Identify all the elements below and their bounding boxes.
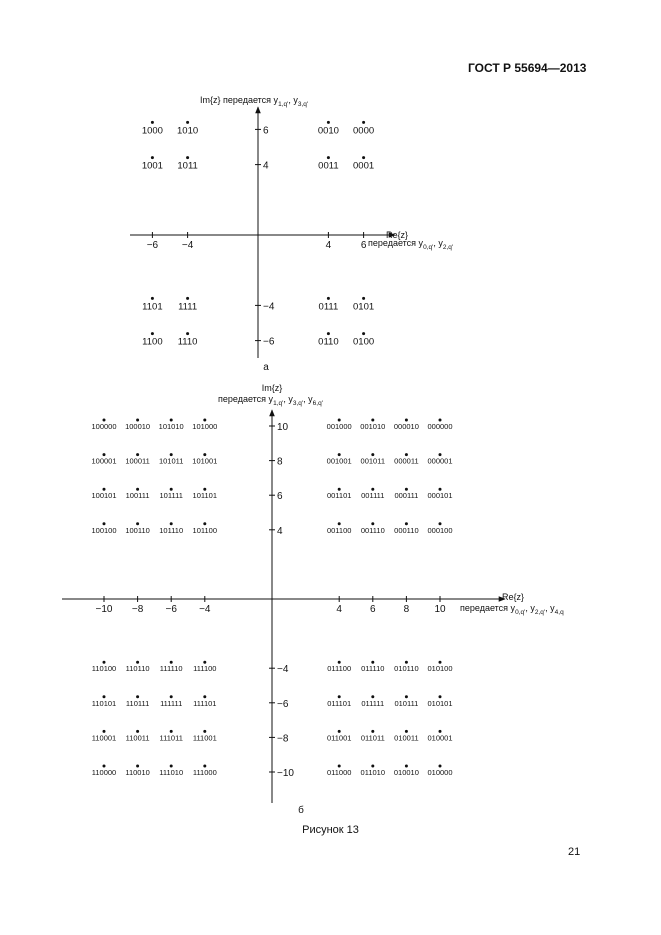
point-label: 0001 <box>353 160 375 172</box>
x-axis-label-title: Re{z} <box>386 230 409 240</box>
point-label: 100010 <box>125 422 151 431</box>
point-label: 001010 <box>360 422 386 431</box>
point-label: 100101 <box>91 491 117 501</box>
constellation-16qam <box>130 95 453 373</box>
y-tick-label: −10 <box>277 768 294 779</box>
point-label: 000010 <box>393 422 419 431</box>
point-label: 0000 <box>353 125 375 137</box>
x-axis-label-title: Re{z} <box>502 592 525 602</box>
point-label: 1001 <box>141 160 163 172</box>
y-tick-label: −4 <box>263 301 275 313</box>
point-label: 100100 <box>91 525 117 535</box>
x-tick-label: −10 <box>95 604 113 615</box>
point-label: 1111 <box>178 301 198 313</box>
point-label: 1101 <box>142 301 163 313</box>
point-label: 111101 <box>193 698 217 708</box>
x-tick-label: −4 <box>199 604 211 615</box>
figure-caption: Рисунок 13 <box>302 824 359 836</box>
point-label: 011000 <box>326 768 352 777</box>
y-tick-label: 6 <box>263 125 269 137</box>
constellation-point <box>362 332 365 335</box>
point-label: 000101 <box>427 491 453 501</box>
point-label: 0010 <box>317 125 339 137</box>
point-label: 000110 <box>394 525 419 535</box>
point-label: 111000 <box>192 768 217 777</box>
x-tick-label: −4 <box>181 240 194 251</box>
point-label: 110111 <box>125 698 150 708</box>
constellation-point <box>186 297 189 300</box>
point-label: 011010 <box>360 768 386 777</box>
point-label: 010111 <box>394 698 419 708</box>
point-label: 1000 <box>141 125 163 137</box>
y-tick-label: 8 <box>277 456 283 468</box>
point-label: 0101 <box>353 301 375 313</box>
y-axis-label: передается $y_{1,q'}$, $y_{3,q'}$, $y_{6,q'}$ <box>218 394 323 407</box>
point-label: 010000 <box>427 768 453 777</box>
point-label: 011100 <box>327 664 352 674</box>
point-label: 101001 <box>192 456 218 466</box>
point-label: 101111 <box>159 491 183 501</box>
point-label: 010010 <box>393 768 419 777</box>
y-axis-label-title: Im{z} <box>261 383 283 393</box>
point-label: 001101 <box>326 491 352 501</box>
point-label: 010011 <box>394 733 419 743</box>
point-label: 101000 <box>192 422 218 431</box>
point-label: 101101 <box>192 491 218 501</box>
panel-label: б <box>298 805 304 816</box>
constellation-point <box>362 297 365 300</box>
point-label: 001011 <box>360 456 386 466</box>
y-axis-label: Im{z} передается $y_{1,q'}$, $y_{3,q'}$ <box>200 95 309 108</box>
y-tick-label: 4 <box>277 525 283 537</box>
x-tick-label: 4 <box>325 240 332 251</box>
x-tick-label: 6 <box>370 604 376 615</box>
x-tick-label: 4 <box>336 604 342 615</box>
point-label: 010100 <box>427 664 453 674</box>
point-label: 100000 <box>91 422 117 431</box>
constellation-point <box>327 297 330 300</box>
point-label: 100110 <box>125 525 150 535</box>
y-tick-label: 6 <box>277 491 283 503</box>
constellation-point <box>151 121 154 124</box>
point-label: 0100 <box>353 336 375 348</box>
point-label: 1010 <box>177 125 199 137</box>
x-tick-label: −6 <box>146 240 159 251</box>
constellation-point <box>151 297 154 300</box>
point-label: 101011 <box>158 456 184 466</box>
point-label: 110100 <box>91 664 117 674</box>
y-tick-label: 4 <box>263 160 269 172</box>
point-label: 110110 <box>125 664 150 674</box>
point-label: 1011 <box>177 160 198 172</box>
point-label: 101110 <box>159 525 184 535</box>
y-tick-label: −8 <box>277 733 289 745</box>
x-tick-label: 8 <box>403 604 410 615</box>
point-label: 110010 <box>125 768 150 777</box>
point-label: 0111 <box>318 301 339 313</box>
x-tick-label: −6 <box>165 604 177 615</box>
point-label: 011111 <box>361 698 385 708</box>
point-label: 010101 <box>427 698 453 708</box>
point-label: 0110 <box>318 336 339 348</box>
point-label: 101010 <box>158 422 184 431</box>
constellation-point <box>186 121 189 124</box>
point-label: 000111 <box>394 491 419 501</box>
y-tick-label: −4 <box>277 664 289 676</box>
constellation-point <box>186 332 189 335</box>
y-tick-label: −6 <box>277 698 289 710</box>
x-axis-label: передается $y_{0,q'}$, $y_{2,q'}$, $y_{4,q}$ <box>460 603 564 616</box>
point-label: 110101 <box>91 698 117 708</box>
point-label: 111011 <box>159 733 183 743</box>
point-label: 100011 <box>125 456 150 466</box>
constellation-point <box>186 156 189 159</box>
point-label: 000011 <box>394 456 419 466</box>
point-label: 1110 <box>177 336 198 348</box>
y-tick-label: −6 <box>263 336 275 348</box>
panel-label: а <box>263 362 269 373</box>
point-label: 110001 <box>91 733 117 743</box>
constellation-64qam <box>62 383 564 816</box>
constellation-point <box>362 156 365 159</box>
constellation-point <box>151 332 154 335</box>
point-label: 110000 <box>91 768 117 777</box>
y-tick-label: 10 <box>277 422 289 433</box>
constellation-point <box>327 121 330 124</box>
point-label: 001100 <box>326 525 352 535</box>
point-label: 000100 <box>427 525 453 535</box>
point-label: 011110 <box>361 664 385 674</box>
point-label: 111110 <box>159 664 183 674</box>
point-label: 001110 <box>360 525 385 535</box>
point-label: 011101 <box>327 698 352 708</box>
point-label: 010110 <box>394 664 419 674</box>
point-label: 111001 <box>192 733 217 743</box>
standard-designation: ГОСТ Р 55694—2013 <box>468 61 587 75</box>
point-label: 111111 <box>160 698 183 708</box>
x-tick-label: 6 <box>360 240 367 251</box>
point-label: 000001 <box>427 456 453 466</box>
point-label: 100001 <box>91 456 117 466</box>
x-tick-label: −8 <box>131 604 144 615</box>
point-label: 000000 <box>427 422 453 431</box>
point-label: 1100 <box>142 336 163 348</box>
point-label: 001000 <box>326 422 352 431</box>
point-label: 111100 <box>193 664 217 674</box>
constellation-point <box>151 156 154 159</box>
constellation-point <box>362 121 365 124</box>
point-label: 010001 <box>427 733 453 743</box>
x-axis-label: передается $y_{0,q'}$, $y_{2,q'}$ <box>368 238 454 251</box>
point-label: 001001 <box>326 456 352 466</box>
point-label: 011001 <box>326 733 352 743</box>
constellation-point <box>327 156 330 159</box>
page-number: 21 <box>568 846 581 858</box>
point-label: 100111 <box>125 491 150 501</box>
point-label: 001111 <box>361 491 385 501</box>
point-label: 0011 <box>318 160 339 172</box>
point-label: 011011 <box>360 733 385 743</box>
constellation-point <box>327 332 330 335</box>
point-label: 111010 <box>159 768 184 777</box>
point-label: 101100 <box>192 525 218 535</box>
x-tick-label: 10 <box>434 604 446 615</box>
point-label: 110011 <box>125 733 150 743</box>
